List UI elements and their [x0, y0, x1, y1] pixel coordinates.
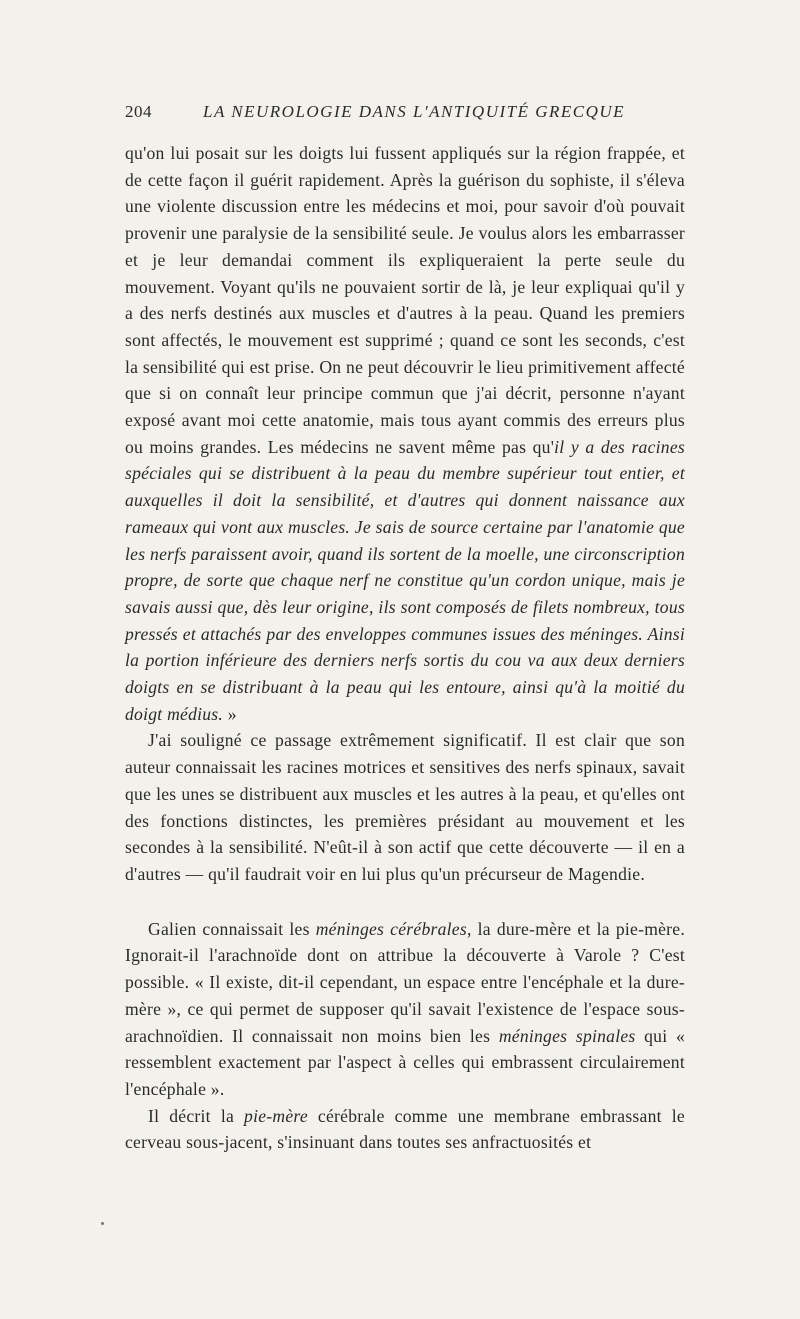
paragraph-4 — [125, 1103, 685, 1156]
page-number: 204 — [125, 102, 152, 121]
paragraph-3 — [125, 916, 685, 1103]
paragraph-3-text-e: qui « ressemblent exactement par l'aspect à celles qui embrassent circulairement l'encéphale ». — [125, 1025, 685, 1099]
paragraph-3-text-c: , la dure-mère et la pie-mère. Ignorait-il l'arachnoïde dont on attribue la découverte à Varole ? C'est possible. « Il existe, dit-il cependant, un espace entre l'encéphale et la dure-mère », ce qui permet de supposer qu'il savait l'existence de l'espace sous-arachnoïdien. Il connaissait non moins bien les — [125, 918, 685, 1046]
running-title: LA NEUROLOGIE DANS L'ANTIQUITÉ GRECQUE — [203, 102, 626, 121]
paragraph-1-roman: qu'on lui posait sur les doigts lui fussent appliqués sur la région frappée, et de cette façon il guérit rapidement. Après la guérison du sophiste, il s'éleva une violente discussion entre les médecins et moi, pour savoir d'où pouvait provenir une paralysie de la sensibilité seule. Je voulus alors les embarrasser et je leur demandai comment ils expliqueraient la perte seule du mouvement. Voyant qu'ils ne pouvaient sortir de là, je leur expliquai qu'il y a des nerfs destinés aux muscles et d'autres à la peau. Quand les premiers sont affectés, le mouvement est supprimé ; quand ce sont les seconds, c'est la sensibilité qui est prise. On ne peut découvrir le lieu primitivement affecté que si on connaît leur principe commun que j'ai décrit, personne n'ayant exposé avant moi cette anatomie, mais tous ayant commis des erreurs plus ou moins grandes. Les médecins ne savent même pas qu' — [125, 143, 685, 457]
body-text — [125, 140, 685, 1156]
running-header — [125, 102, 685, 126]
paragraph-3-term-meninges-spinales: méninges spinales — [498, 1025, 636, 1046]
paragraph-1 — [125, 140, 685, 727]
paragraph-1-closing-quote: » — [223, 703, 237, 724]
paragraph-2: J'ai souligné ce passage extrêmement significatif. Il est clair que son auteur connaissait les racines motrices et sensitives des nerfs spinaux, savait que les unes se distribuent aux muscles et les autres à la peau, et qu'elles ont des fonctions distinctes, les premières présidant au mouvement et les secondes à la sensibilité. N'eût-il à son actif que cette découverte — il en a d'autres — qu'il faudrait voir en lui plus qu'un précurseur de Magendie. — [125, 730, 685, 884]
paragraph-4-text-a: Il décrit la — [148, 1105, 245, 1126]
margin-speck — [101, 1222, 104, 1225]
paragraph-4-text-c: cérébrale comme une membrane embrassant le cerveau sous-jacent, s'insinuant dans toutes ses anfractuosités et — [125, 1105, 685, 1153]
paragraph-3-term-meninges-cerebrales: méninges cérébrales — [315, 918, 467, 939]
paragraph-3-text-a: Galien connaissait les — [148, 918, 316, 939]
paragraph-1-italic-quote: il y a des racines spéciales qui se distribuent à la peau du membre supérieur tout entier, et auxquelles il doit la sensibilité, et d'autres qui donnent naissance aux rameaux qui vont aux muscles. Je sais de source certaine par l'anatomie que les nerfs paraissent avoir, quand ils sortent de la moelle, une circonscription propre, de sorte que chaque nerf ne constitue qu'un cordon unique, mais je savais aussi que, dès leur origine, ils sont composés de filets nombreux, tous pressés et attachés par des enveloppes communes issues des méninges. Ainsi la portion inférieure des derniers nerfs sortis du cou va aux deux derniers doigts en se distribuant à la peau qui les entoure, ainsi qu'à la moitié du doigt médius. — [125, 436, 685, 724]
paragraph-4-term-pie-mere: pie-mère — [244, 1105, 308, 1126]
